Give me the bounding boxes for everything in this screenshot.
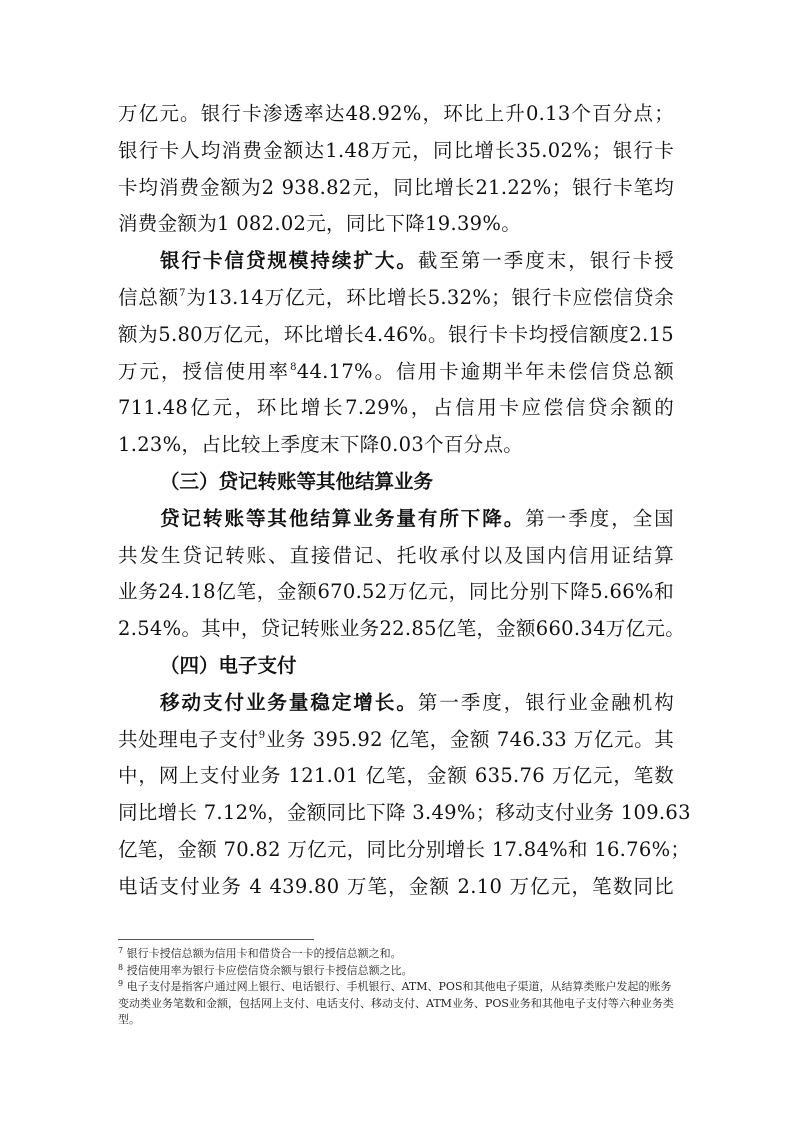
paragraph-text: 万元，授信使用率 <box>118 359 291 383</box>
footnote-number: 8 <box>118 962 124 972</box>
paragraph-line: 中，网上支付业务 121.01 亿笔，金额 635.76 万亿元，笔数 <box>118 764 674 788</box>
footnote-marker: 7 <box>179 287 186 299</box>
footnote-number: 9 <box>118 979 124 988</box>
paragraph-lead: 移动支付业务量稳定增长。 <box>160 690 418 714</box>
paragraph-line: 额为5.80万亿元，环比增长4.46%。银行卡卡均授信额度2.15 <box>118 322 674 346</box>
paragraph-line <box>118 685 674 722</box>
paragraph-text: 为13.14万亿元，环比增长5.32%；银行卡应偿信贷余 <box>185 285 674 309</box>
paragraph-line: 卡均消费金额为2 938.82元，同比增长21.22%；银行卡笔均 <box>118 175 674 199</box>
paragraph-text: 信总额 <box>118 285 180 309</box>
paragraph-line <box>118 501 674 538</box>
paragraph-text: 业务 395.92 亿笔，金额 746.33 万亿元。其 <box>265 727 674 751</box>
paragraph-line: 消费金额为1 082.02元，同比下降19.39%。 <box>118 212 521 236</box>
paragraph-line <box>118 243 674 280</box>
paragraph-text: 截至第一季度末，银行卡授 <box>417 249 674 273</box>
paragraph-text: 第一季度，全国 <box>525 506 674 530</box>
footnote-marker: 8 <box>290 361 297 373</box>
footnote-text: 银行卡授信总额为信用卡和借贷合一卡的授信总额之和。 <box>126 947 402 960</box>
paragraph-line <box>118 280 674 317</box>
paragraph-line: 1.23%，占比较上季度末下降0.03个百分点。 <box>118 433 524 457</box>
document-body <box>118 96 691 906</box>
footnote <box>118 946 674 963</box>
footnote <box>118 979 674 1029</box>
footnote-divider <box>118 939 314 940</box>
paragraph-line: 同比增长 7.12%，金额同比下降 3.49%；移动支付业务 109.63 <box>118 801 691 825</box>
paragraph-text: 共处理电子支付 <box>118 727 259 751</box>
paragraph-line: 电话支付业务 4 439.80 万笔，金额 2.10 万亿元，笔数同比 <box>118 874 674 898</box>
paragraph-line: 万亿元。银行卡渗透率达48.92%，环比上升0.13个百分点； <box>118 102 674 125</box>
paragraph-line: 2.54%。其中，贷记转账业务22.85亿笔，金额660.34万亿元。 <box>118 617 686 641</box>
section-heading: （四）电子支付 <box>160 653 297 677</box>
paragraph-text: 44.17%。信用卡逾期半年未偿信贷总额 <box>296 359 674 383</box>
paragraph-lead: 贷记转账等其他结算业务量有所下降。 <box>160 506 526 530</box>
paragraph-line <box>118 722 674 759</box>
paragraph-line: 711.48亿元，环比增长7.29%，占信用卡应偿信贷余额的 <box>118 396 674 420</box>
paragraph-lead: 银行卡信贷规模持续扩大。 <box>160 249 418 273</box>
footnotes <box>118 946 674 1029</box>
footnote-number: 7 <box>118 946 124 955</box>
paragraph-line: 银行卡人均消费金额达1.48万元，同比增长35.02%；银行卡 <box>118 138 674 162</box>
paragraph-line <box>118 354 674 391</box>
paragraph-line: 业务24.18亿笔，金额670.52万亿元，同比分别下降5.66%和 <box>118 580 674 604</box>
paragraph-line: 共发生贷记转账、直接借记、托收承付以及国内信用证结算 <box>118 543 674 567</box>
paragraph-line: 亿笔，金额 70.82 万亿元，同比分别增长 17.84%和 16.76%； <box>118 837 691 861</box>
paragraph-text: 第一季度，银行业金融机构 <box>417 690 674 714</box>
footnote <box>118 963 674 980</box>
footnote-text: 授信使用率为银行卡应偿信贷余额与银行卡授信总额之比。 <box>126 963 413 977</box>
footnote-text: 电子支付是指客户通过网上银行、电话银行、手机银行、ATM、POS和其他电子渠道，从结算类账户发起的账务变动类业务笔数和金额，包括网上支付、电话支付、移动支付、ATM业务、POS业务和其他电子支付等六种业务类型。 <box>118 980 674 1026</box>
footnote-marker: 9 <box>258 729 266 741</box>
section-heading: （三）贷记转账等其他结算业务 <box>160 469 434 493</box>
